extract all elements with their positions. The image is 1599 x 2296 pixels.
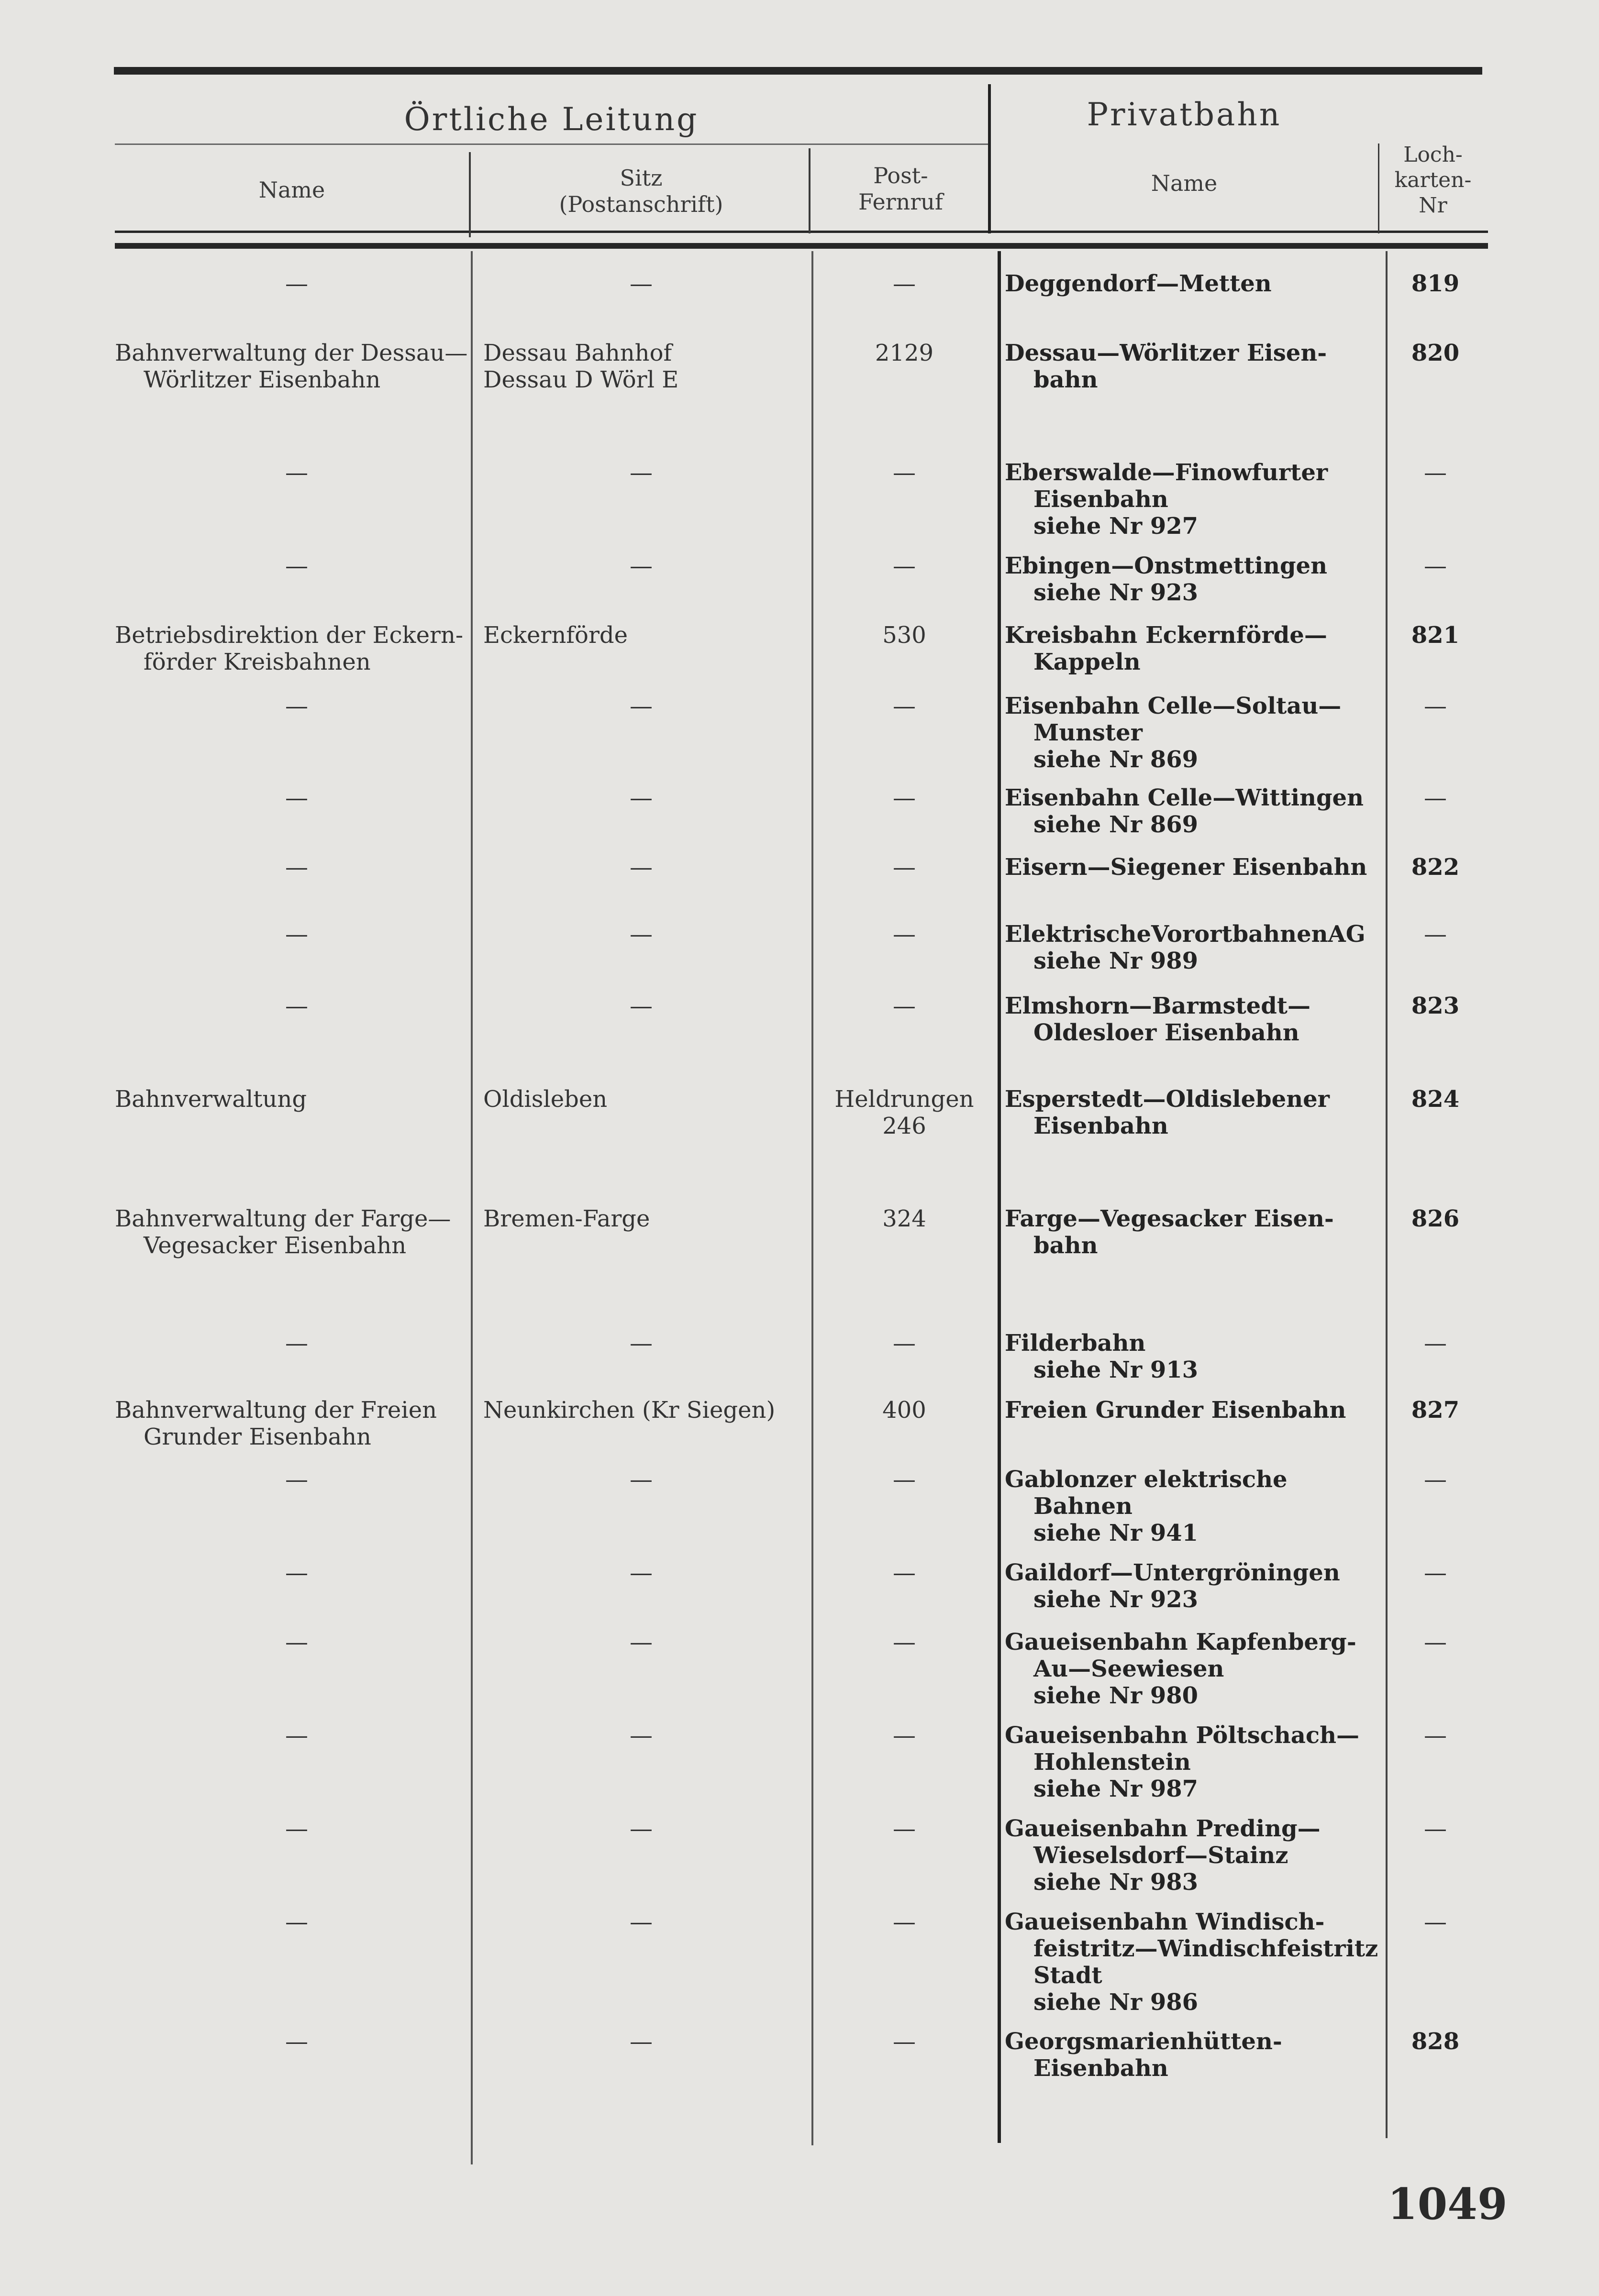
fernruf-cell: —: [893, 921, 916, 948]
privatbahn-name-cell: Kreisbahn Eckernförde— Kappeln: [1005, 622, 1327, 675]
privatbahn-name-cell: Gaueisenbahn Preding— Wieselsdorf—Stainz siehe Nr 983: [1005, 1815, 1321, 1896]
sitz-cell: —: [630, 993, 653, 1019]
fernruf-cell: —: [893, 1466, 916, 1493]
ortliche-name-cell: —: [285, 1330, 308, 1357]
sitz-cell: Dessau Bahnhof Dessau D Wörl E: [483, 340, 679, 393]
header-bottom-rule-2: [115, 243, 1488, 249]
lochkarten-nr-cell: —: [1424, 1722, 1447, 1749]
sitz-cell: Oldisleben: [483, 1086, 608, 1113]
lochkarten-nr-cell: —: [1424, 1909, 1447, 1935]
body-vline-1: [471, 251, 473, 2164]
privatbahn-name-cell: Georgsmarienhütten- Eisenbahn: [1005, 2028, 1282, 2082]
lochkarten-nr-cell: 826: [1411, 1205, 1460, 1232]
fernruf-cell: Heldrungen 246: [834, 1086, 974, 1139]
fernruf-cell: —: [893, 459, 916, 486]
lochkarten-nr-cell: 821: [1411, 622, 1460, 649]
header-bottom-rule: [115, 231, 1488, 233]
header-col-privatbahn-name: Name: [1151, 170, 1218, 196]
ortliche-name-cell: —: [285, 1909, 308, 1935]
privatbahn-name-cell: Farge—Vegesacker Eisen- bahn: [1005, 1205, 1334, 1259]
privatbahn-name-cell: Gaueisenbahn Windisch- feistritz—Windischfeistritz Stadt siehe Nr 986: [1005, 1909, 1378, 2016]
ortliche-name-cell: —: [285, 1559, 308, 1586]
fernruf-cell: —: [893, 1815, 916, 1842]
lochkarten-nr-cell: 828: [1411, 2028, 1460, 2055]
ortliche-name-cell: —: [285, 552, 308, 579]
left-group-underline: [115, 144, 988, 145]
fernruf-cell: —: [893, 993, 916, 1019]
fernruf-cell: —: [893, 1559, 916, 1586]
sitz-cell: —: [630, 1909, 653, 1935]
fernruf-cell: 530: [882, 622, 926, 649]
sitz-cell: —: [630, 854, 653, 881]
sitz-cell: —: [630, 921, 653, 948]
sitz-cell: —: [630, 2028, 653, 2055]
privatbahn-name-cell: Dessau—Wörlitzer Eisen- bahn: [1005, 340, 1327, 393]
ortliche-name-cell: —: [285, 1815, 308, 1842]
ortliche-name-cell: —: [285, 693, 308, 719]
fernruf-cell: 400: [882, 1397, 926, 1424]
fernruf-cell: —: [893, 693, 916, 719]
sitz-cell: —: [630, 693, 653, 719]
lochkarten-nr-cell: —: [1424, 693, 1447, 719]
header-vline-2: [809, 148, 811, 233]
fernruf-cell: —: [893, 270, 916, 297]
page-number: 1049: [1388, 2179, 1508, 2230]
ortliche-name-cell: —: [285, 270, 308, 297]
privatbahn-name-cell: Freien Grunder Eisenbahn: [1005, 1397, 1346, 1424]
header-col-sitz: Sitz (Postanschrift): [559, 165, 723, 218]
header-oertliche-leitung: Örtliche Leitung: [404, 101, 699, 138]
privatbahn-name-cell: ElektrischeVorortbahnenAG siehe Nr 989: [1005, 921, 1366, 974]
lochkarten-nr-cell: —: [1424, 1629, 1447, 1656]
lochkarten-nr-cell: —: [1424, 921, 1447, 948]
sitz-cell: —: [630, 784, 653, 811]
privatbahn-name-cell: Gaildorf—Untergröningen siehe Nr 923: [1005, 1559, 1340, 1613]
ortliche-name-cell: Bahnverwaltung der Dessau— Wörlitzer Eisenbahn: [115, 340, 468, 393]
lochkarten-nr-cell: 819: [1411, 270, 1460, 297]
lochkarten-nr-cell: —: [1424, 1815, 1447, 1842]
sitz-cell: —: [630, 1559, 653, 1586]
sitz-cell: Eckernförde: [483, 622, 628, 649]
body-vline-2: [811, 251, 813, 2145]
fernruf-cell: —: [893, 784, 916, 811]
fernruf-cell: —: [893, 1629, 916, 1656]
privatbahn-name-cell: Gablonzer elektrische Bahnen siehe Nr 941: [1005, 1466, 1288, 1546]
lochkarten-nr-cell: 820: [1411, 340, 1460, 366]
ortliche-name-cell: —: [285, 784, 308, 811]
sitz-cell: —: [630, 270, 653, 297]
ortliche-name-cell: —: [285, 1466, 308, 1493]
privatbahn-name-cell: Elmshorn—Barmstedt— Oldesloer Eisenbahn: [1005, 993, 1310, 1046]
privatbahn-name-cell: Gaueisenbahn Kapfenberg- Au—Seewiesen siehe Nr 980: [1005, 1629, 1356, 1709]
header-col-lochkarten: Loch- karten- Nr: [1394, 143, 1472, 218]
lochkarten-nr-cell: —: [1424, 1466, 1447, 1493]
lochkarten-nr-cell: 823: [1411, 993, 1460, 1019]
lochkarten-nr-cell: 822: [1411, 854, 1460, 881]
header-privatbahn: Privatbahn: [1087, 96, 1282, 133]
fernruf-cell: —: [893, 1722, 916, 1749]
header-vline-4: [1378, 144, 1379, 233]
privatbahn-name-cell: Esperstedt—Oldislebener Eisenbahn: [1005, 1086, 1330, 1139]
ortliche-name-cell: —: [285, 459, 308, 486]
ortliche-name-cell: —: [285, 1722, 308, 1749]
fernruf-cell: 324: [882, 1205, 926, 1232]
body-vline-3: [998, 251, 1001, 2143]
fernruf-cell: 2129: [875, 340, 934, 366]
header-col-name: Name: [258, 177, 325, 203]
ortliche-name-cell: Bahnverwaltung der Freien Grunder Eisenbahn: [115, 1397, 437, 1450]
ortliche-name-cell: Bahnverwaltung der Farge— Vegesacker Eisenbahn: [115, 1205, 451, 1259]
privatbahn-name-cell: Gaueisenbahn Pöltschach— Hohlenstein siehe Nr 987: [1005, 1722, 1359, 1802]
header-col-fernruf: Post- Fernruf: [858, 163, 943, 215]
lochkarten-nr-cell: —: [1424, 552, 1447, 579]
lochkarten-nr-cell: —: [1424, 1559, 1447, 1586]
sitz-cell: Bremen-Farge: [483, 1205, 650, 1232]
fernruf-cell: —: [893, 854, 916, 881]
lochkarten-nr-cell: 824: [1411, 1086, 1460, 1113]
ortliche-name-cell: —: [285, 854, 308, 881]
lochkarten-nr-cell: 827: [1411, 1397, 1460, 1424]
fernruf-cell: —: [893, 1909, 916, 1935]
privatbahn-name-cell: Deggendorf—Metten: [1005, 270, 1272, 297]
sitz-cell: —: [630, 1466, 653, 1493]
sitz-cell: —: [630, 552, 653, 579]
sitz-cell: —: [630, 1815, 653, 1842]
lochkarten-nr-cell: —: [1424, 1330, 1447, 1357]
privatbahn-name-cell: Eberswalde—Finowfurter Eisenbahn siehe Nr 927: [1005, 459, 1328, 540]
sitz-cell: —: [630, 1330, 653, 1357]
lochkarten-nr-cell: —: [1424, 459, 1447, 486]
lochkarten-nr-cell: —: [1424, 784, 1447, 811]
sitz-cell: —: [630, 1722, 653, 1749]
ortliche-name-cell: —: [285, 921, 308, 948]
ortliche-name-cell: —: [285, 2028, 308, 2055]
privatbahn-name-cell: Ebingen—Onstmettingen siehe Nr 923: [1005, 552, 1327, 606]
privatbahn-name-cell: Eisern—Siegener Eisenbahn: [1005, 854, 1367, 881]
sitz-cell: —: [630, 1629, 653, 1656]
header-vline-1: [469, 152, 471, 237]
ortliche-name-cell: —: [285, 1629, 308, 1656]
fernruf-cell: —: [893, 1330, 916, 1357]
ortliche-name-cell: Betriebsdirektion der Eckern- förder Kreisbahnen: [115, 622, 464, 675]
privatbahn-name-cell: Filderbahn siehe Nr 913: [1005, 1330, 1199, 1383]
privatbahn-name-cell: Eisenbahn Celle—Wittingen siehe Nr 869: [1005, 784, 1364, 838]
fernruf-cell: —: [893, 2028, 916, 2055]
ortliche-name-cell: Bahnverwaltung: [115, 1086, 307, 1113]
top-rule: [114, 67, 1482, 75]
fernruf-cell: —: [893, 552, 916, 579]
ortliche-name-cell: —: [285, 993, 308, 1019]
sitz-cell: Neunkirchen (Kr Siegen): [483, 1397, 776, 1424]
sitz-cell: —: [630, 459, 653, 486]
privatbahn-name-cell: Eisenbahn Celle—Soltau— Munster siehe Nr 869: [1005, 693, 1342, 773]
